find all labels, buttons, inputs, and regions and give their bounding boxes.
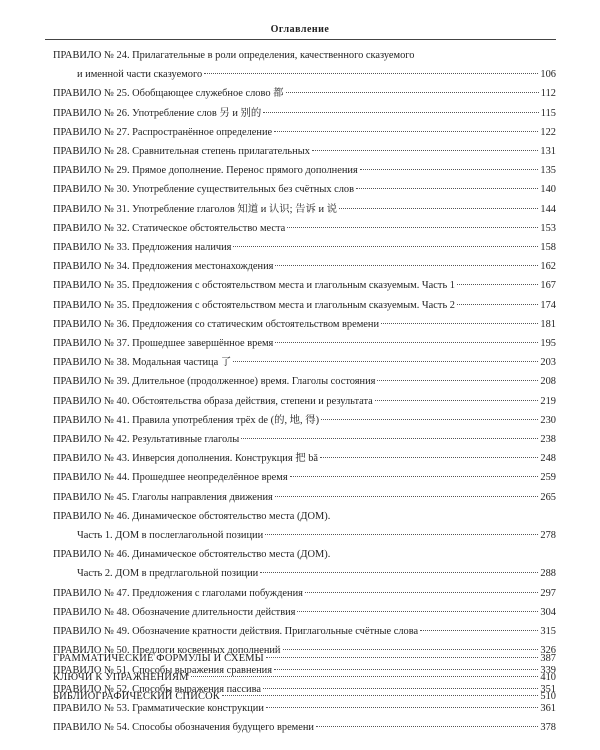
toc-entry-title: Употребление слов 另 и 别的 [132, 107, 262, 119]
toc-entry-title-wrap [53, 84, 284, 103]
toc-entry-title-wrap [53, 219, 285, 238]
toc-entry[interactable] [53, 296, 556, 315]
toc-entry[interactable] [53, 488, 556, 507]
toc-entry-title: Предложения с обстоятельством места и глагольным сказуемым. Часть 1 [132, 280, 455, 292]
toc-entry[interactable] [53, 468, 556, 487]
toc-rule-label: ПРАВИЛО № 48. [53, 606, 130, 618]
dot-leader [191, 676, 539, 677]
toc-entry-title: Употребление существительных без счётных слов [132, 184, 355, 196]
toc-entry-title: Способы обозначения будущего времени [132, 722, 314, 734]
toc-entry-line [53, 84, 556, 103]
dot-leader [275, 265, 538, 266]
toc-entry-title-wrap [53, 161, 358, 180]
toc-entry-title: Употребление глаголов 知道 и 认识; 告诉 и 说 [132, 203, 338, 215]
toc-entry-title: Прошедшее завершённое время [132, 338, 274, 350]
toc-entry-title: Сравнительная степень прилагательных [132, 146, 310, 158]
toc-entry-title-wrap [53, 411, 319, 430]
toc-entry[interactable] [53, 219, 556, 238]
toc-entry-line [53, 392, 556, 411]
toc-entry-title-wrap [53, 353, 231, 372]
toc-page-number: 219 [540, 395, 556, 407]
toc-entry-line [53, 353, 556, 372]
appendix-title: КЛЮЧИ К УПРАЖНЕНИЯМ [53, 672, 189, 684]
dot-leader [266, 707, 539, 708]
toc-entry-line [53, 161, 556, 180]
toc-entry-title: Правила употребления трёх de (的, 地, 得) [132, 414, 320, 426]
toc-rule-label: ПРАВИЛО № 46. [53, 510, 130, 522]
dot-leader [204, 73, 538, 74]
toc-page-number: 106 [540, 69, 556, 81]
toc-rule-label: ПРАВИЛО № 45. [53, 491, 130, 503]
toc-page-number: 304 [540, 606, 556, 618]
toc-entry-title-wrap [53, 372, 375, 391]
page-header: Оглавление [270, 24, 330, 35]
toc-page-number: 238 [540, 434, 556, 446]
dot-leader [420, 630, 538, 631]
dot-leader [321, 419, 538, 420]
toc-entry-line [53, 622, 556, 641]
appendix-title: БИБЛИОГРАФИЧЕСКИЙ СПИСОК [53, 691, 220, 703]
toc-rule-label: ПРАВИЛО № 49. [53, 626, 130, 638]
toc-entry-title-wrap [53, 315, 379, 334]
toc-entry-line [53, 564, 556, 583]
toc-page-number: 259 [540, 472, 556, 484]
toc-page-number: 361 [540, 702, 556, 714]
toc-entry-line [53, 718, 556, 737]
toc-entry-title-wrap [53, 603, 295, 622]
toc-entry-line [53, 430, 556, 449]
toc-entry-title-wrap [53, 104, 261, 123]
toc-page-number: 174 [540, 299, 556, 311]
toc-entry[interactable] [53, 545, 556, 583]
dot-leader [233, 246, 538, 247]
toc-page-number: 378 [540, 722, 556, 734]
toc-rule-label: ПРАВИЛО № 36. [53, 318, 130, 330]
toc-entry-title: Грамматические конструкции [132, 702, 264, 714]
toc-entry[interactable] [53, 276, 556, 295]
toc-entry-title: Предложения с глаголами побуждения [132, 587, 303, 599]
toc-entry-line [53, 488, 556, 507]
toc-entry-first-line [53, 545, 556, 564]
toc-page-number: 115 [540, 107, 556, 119]
dot-leader [457, 284, 538, 285]
toc-entry[interactable] [53, 353, 556, 372]
toc-page-number: 158 [540, 242, 556, 254]
dot-leader [287, 227, 538, 228]
toc-rule-label: ПРАВИЛО № 47. [53, 587, 130, 599]
toc-entry-title: Результативные глаголы [132, 434, 240, 446]
toc-entry[interactable] [53, 392, 556, 411]
toc-entry-line [53, 526, 556, 545]
table-of-contents [53, 46, 556, 737]
toc-entry-line [53, 219, 556, 238]
toc-rule-label: ПРАВИЛО № 24. [53, 50, 130, 61]
toc-page-number: 248 [540, 453, 556, 465]
toc-entry-line [53, 296, 556, 315]
toc-entry-title: Предложения с обстоятельством места и глагольным сказуемым. Часть 2 [132, 299, 455, 311]
toc-page-number: 112 [540, 88, 556, 100]
toc-entry[interactable] [53, 603, 556, 622]
toc-entry[interactable] [53, 257, 556, 276]
toc-entry-title: Динамическое обстоятельство места (ДОМ). [132, 549, 331, 561]
toc-entry[interactable] [53, 372, 556, 391]
toc-entry-title-wrap [53, 334, 273, 353]
toc-entry-line [53, 449, 556, 468]
toc-entry-title: Обобщающее служебное слово 都 [132, 88, 284, 100]
toc-rule-label: ПРАВИЛО № 39. [53, 376, 130, 388]
toc-rule-label: ПРАВИЛО № 26. [53, 107, 130, 119]
dot-leader [222, 695, 538, 696]
toc-page-number: 265 [540, 491, 556, 503]
toc-entry-title: Инверсия дополнения. Конструкция 把 bǎ [132, 453, 319, 465]
toc-rule-label: ПРАВИЛО № 54. [53, 722, 130, 734]
toc-rule-label: ПРАВИЛО № 42. [53, 434, 130, 446]
toc-page-number: 140 [540, 184, 556, 196]
toc-rule-label: ПРАВИЛО № 38. [53, 357, 130, 369]
toc-entry-title-wrap [53, 488, 273, 507]
toc-entry-line [53, 372, 556, 391]
dot-leader [274, 131, 538, 132]
toc-page-number: 181 [540, 318, 556, 330]
toc-entry[interactable] [53, 507, 556, 545]
dot-leader [339, 208, 538, 209]
dot-leader [263, 112, 539, 113]
toc-entry[interactable] [53, 180, 556, 199]
toc-entry-title: Прилагательные в роли определения, качественного сказуемого [132, 50, 415, 61]
toc-entry[interactable] [53, 161, 556, 180]
toc-entry-line [53, 142, 556, 161]
toc-rule-label: ПРАВИЛО № 50. [53, 645, 130, 657]
appendix-list [53, 649, 556, 707]
toc-page-number: 339 [540, 664, 556, 676]
toc-rule-label: ПРАВИЛО № 32. [53, 222, 130, 234]
toc-entry-title: Статическое обстоятельство места [132, 222, 286, 234]
toc-entry[interactable] [53, 142, 556, 161]
toc-entry-title: Обозначение длительности действия [132, 606, 296, 618]
toc-entry[interactable] [53, 104, 556, 123]
toc-entry-line [53, 468, 556, 487]
toc-page-number: 208 [540, 376, 556, 388]
toc-entry[interactable] [53, 123, 556, 142]
dot-leader [305, 592, 539, 593]
dot-leader [381, 323, 538, 324]
toc-page-number: 122 [540, 126, 556, 138]
dot-leader [375, 400, 539, 401]
toc-entry-line [53, 200, 556, 219]
toc-rule-label: ПРАВИЛО № 29. [53, 165, 130, 177]
appendix-entry[interactable] [53, 649, 556, 668]
toc-entry-first-line [53, 46, 556, 65]
toc-page-number: 162 [540, 261, 556, 273]
toc-entry-title: Динамическое обстоятельство места (ДОМ). [132, 510, 331, 522]
toc-entry-title: Модальная частица 了 [132, 357, 232, 369]
toc-entry-title-wrap [53, 123, 272, 142]
toc-entry-title-wrap [53, 718, 314, 737]
toc-rule-label: ПРАВИЛО № 40. [53, 395, 130, 407]
toc-entry-continuation: Часть 2. ДОМ в предглагольной позиции [77, 568, 259, 580]
toc-entry-title: Обстоятельства образа действия, степени и результата [132, 395, 373, 407]
toc-page-number: 297 [540, 587, 556, 599]
toc-entry-continuation: и именной части сказуемого [77, 69, 203, 81]
toc-entry-title: Длительное (продолженное) время. Глаголы состояния [132, 376, 376, 388]
toc-entry-title-wrap [53, 430, 239, 449]
toc-entry-title-wrap [53, 238, 231, 257]
toc-entry[interactable] [53, 430, 556, 449]
toc-rule-label: ПРАВИЛО № 37. [53, 338, 130, 350]
toc-entry-first-line [53, 507, 556, 526]
toc-entry-title: Предложения наличия [132, 242, 232, 254]
toc-rule-label: ПРАВИЛО № 43. [53, 453, 130, 465]
toc-entry-line [53, 334, 556, 353]
toc-entry-line [53, 104, 556, 123]
toc-entry-line [53, 315, 556, 334]
toc-entry-line [53, 584, 556, 603]
toc-entry-title: Предложения местонахождения [132, 261, 274, 273]
toc-entry-line [53, 257, 556, 276]
toc-entry-line [53, 180, 556, 199]
toc-rule-label: ПРАВИЛО № 35. [53, 299, 130, 311]
toc-rule-label: ПРАВИЛО № 28. [53, 146, 130, 158]
toc-rule-label: ПРАВИЛО № 33. [53, 242, 130, 254]
toc-entry-title-wrap [53, 142, 310, 161]
toc-entry-line [53, 238, 556, 257]
header-rule [45, 39, 556, 40]
toc-rule-label: ПРАВИЛО № 27. [53, 126, 130, 138]
toc-entry-title-wrap [53, 200, 337, 219]
dot-leader [316, 726, 538, 727]
toc-page-number: 351 [540, 683, 556, 695]
toc-page-number: 203 [540, 357, 556, 369]
toc-page-number: 315 [540, 626, 556, 638]
toc-entry-title: Распространённое определение [132, 126, 273, 138]
dot-leader [260, 572, 538, 573]
toc-page-number: 144 [540, 203, 556, 215]
dot-leader [320, 457, 538, 458]
dot-leader [297, 611, 538, 612]
toc-entry[interactable] [53, 411, 556, 430]
toc-entry-title-wrap [53, 449, 318, 468]
toc-entry[interactable] [53, 584, 556, 603]
toc-entry-title: Предложения со статическим обстоятельством времени [132, 318, 380, 330]
toc-entry-title: Способы выражения пассива [132, 683, 261, 695]
toc-entry[interactable] [53, 84, 556, 103]
appendix-page-number: 410 [540, 672, 556, 684]
toc-entry[interactable] [53, 315, 556, 334]
toc-entry-title: Способы выражения сравнения [132, 664, 273, 676]
toc-page-number: 167 [540, 280, 556, 292]
toc-rule-label: ПРАВИЛО № 25. [53, 88, 130, 100]
toc-entry-title-wrap [53, 276, 455, 295]
toc-entry-title-wrap [53, 584, 303, 603]
toc-entry-title: Прямое дополнение. Перенос прямого дополнения [132, 165, 358, 177]
toc-entry-line [53, 65, 556, 84]
toc-entry-title-wrap [53, 468, 288, 487]
toc-rule-label: ПРАВИЛО № 31. [53, 203, 130, 215]
dot-leader [233, 361, 538, 362]
appendix-entry[interactable] [53, 687, 556, 706]
dot-leader [241, 438, 538, 439]
dot-leader [457, 304, 538, 305]
toc-entry[interactable] [53, 449, 556, 468]
toc-entry-title: Предлоги косвенных дополнений [132, 645, 281, 657]
toc-page-number: 195 [540, 338, 556, 350]
toc-entry[interactable] [53, 46, 556, 84]
toc-page-number: 326 [540, 645, 556, 657]
toc-entry[interactable] [53, 622, 556, 641]
toc-entry-line [53, 603, 556, 622]
toc-rule-label: ПРАВИЛО № 30. [53, 184, 130, 196]
toc-entry[interactable] [53, 718, 556, 737]
toc-entry-line [53, 411, 556, 430]
dot-leader [266, 657, 538, 658]
dot-leader [360, 169, 539, 170]
toc-entry-title: Обозначение кратности действия. Приглагольные счётные слова [132, 626, 419, 638]
appendix-page-number: 387 [540, 653, 556, 664]
toc-entry-line [53, 276, 556, 295]
toc-entry-title-wrap [53, 257, 273, 276]
appendix-entry[interactable] [53, 668, 556, 687]
dot-leader [312, 150, 538, 151]
toc-page-number: 288 [540, 568, 556, 580]
toc-entry[interactable] [53, 334, 556, 353]
appendix-title: ГРАММАТИЧЕСКИЕ ФОРМУЛЫ И СХЕМЫ [53, 653, 264, 664]
toc-rule-label: ПРАВИЛО № 41. [53, 414, 130, 426]
toc-entry-title-wrap [53, 392, 373, 411]
appendix-page-number: 510 [540, 691, 556, 703]
dot-leader [275, 342, 538, 343]
toc-rule-label: ПРАВИЛО № 46. [53, 549, 130, 561]
dot-leader [286, 92, 539, 93]
dot-leader [356, 188, 538, 189]
toc-page-number: 230 [540, 414, 556, 426]
dot-leader [275, 496, 539, 497]
toc-entry-continuation: Часть 1. ДОМ в послеглагольной позиции [77, 530, 264, 542]
dot-leader [265, 534, 538, 535]
toc-rule-label: ПРАВИЛО № 52. [53, 683, 130, 695]
toc-rule-label: ПРАВИЛО № 34. [53, 261, 130, 273]
toc-rule-label: ПРАВИЛО № 44. [53, 472, 130, 484]
toc-entry[interactable] [53, 238, 556, 257]
toc-entry-title-wrap [53, 622, 418, 641]
toc-entry-title: Глаголы направления движения [132, 491, 273, 503]
toc-entry[interactable] [53, 200, 556, 219]
dot-leader [290, 476, 539, 477]
toc-rule-label: ПРАВИЛО № 51. [53, 664, 130, 676]
dot-leader [377, 380, 538, 381]
toc-rule-label: ПРАВИЛО № 35. [53, 280, 130, 292]
toc-entry-line [53, 123, 556, 142]
toc-entry-title: Прошедшее неопределённое время [132, 472, 288, 484]
toc-entry-title-wrap [53, 296, 455, 315]
toc-page-number: 131 [540, 146, 556, 158]
toc-page-number: 153 [540, 222, 556, 234]
toc-entry-title-wrap [53, 180, 354, 199]
toc-page-number: 278 [540, 530, 556, 542]
toc-rule-label: ПРАВИЛО № 53. [53, 702, 130, 714]
toc-page-number: 135 [540, 165, 556, 177]
